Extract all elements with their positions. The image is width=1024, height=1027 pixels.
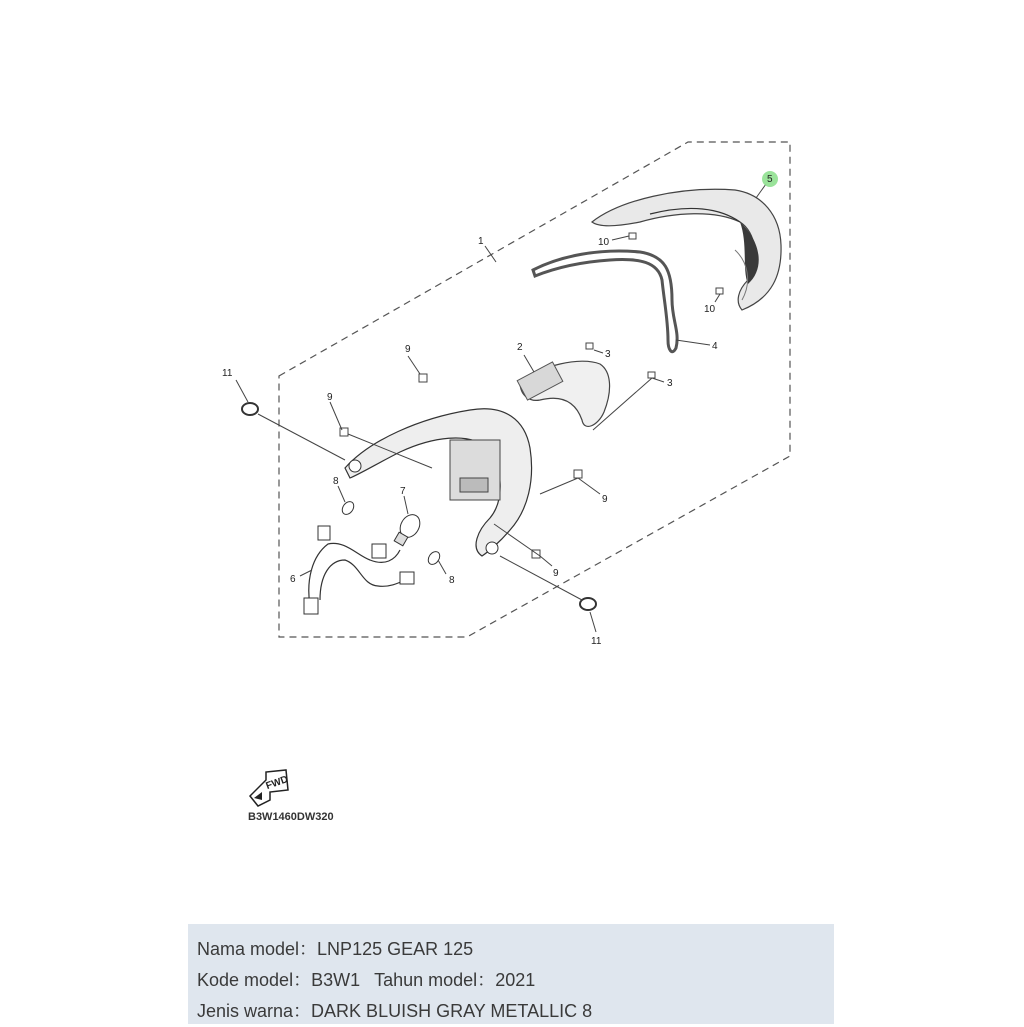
color-value: DARK BLUISH GRAY METALLIC 8 bbox=[311, 1001, 593, 1021]
bulb-socket-upper[interactable] bbox=[340, 499, 356, 516]
fwd-label: FWD bbox=[264, 773, 290, 793]
drawing-code: B3W1460DW320 bbox=[248, 811, 334, 823]
model-name-label: Nama model： bbox=[197, 939, 318, 959]
callout-7: 7 bbox=[400, 486, 406, 497]
model-code-value: B3W1 bbox=[311, 970, 361, 990]
clip-9a[interactable] bbox=[419, 374, 427, 382]
callout-1: 1 bbox=[478, 236, 484, 247]
callout-5[interactable]: 5 bbox=[767, 174, 773, 185]
model-code-row bbox=[197, 965, 834, 996]
callout-3-upper: 3 bbox=[605, 349, 611, 360]
callout-8-left: 8 bbox=[333, 476, 339, 487]
callout-9-left: 9 bbox=[327, 392, 333, 403]
callout-10-left: 10 bbox=[598, 237, 610, 248]
bulb-part[interactable] bbox=[394, 511, 424, 546]
model-name-value: LNP125 GEAR 125 bbox=[317, 939, 474, 959]
screw-10a[interactable] bbox=[629, 233, 636, 239]
color-label: Jenis warna： bbox=[197, 1001, 312, 1021]
color-row bbox=[197, 996, 834, 1027]
callout-8-right: 8 bbox=[449, 575, 455, 586]
callout-11-right: 11 bbox=[591, 636, 602, 647]
callout-2: 2 bbox=[517, 342, 523, 353]
model-year-value: 2021 bbox=[495, 970, 536, 990]
screw-3a[interactable] bbox=[586, 343, 593, 349]
screw-10b[interactable] bbox=[716, 288, 723, 294]
bulb-socket-lower[interactable] bbox=[426, 549, 442, 566]
callout-9-top: 9 bbox=[405, 344, 411, 355]
callout-4: 4 bbox=[712, 341, 718, 352]
callout-11-left: 11 bbox=[222, 368, 233, 379]
model-info-panel bbox=[188, 924, 834, 1024]
clip-9c[interactable] bbox=[574, 470, 582, 478]
callout-10-right: 10 bbox=[704, 304, 716, 315]
callout-9-bottom: 9 bbox=[553, 568, 559, 579]
callout-3-lower: 3 bbox=[667, 378, 673, 389]
seal-cord-part[interactable] bbox=[533, 251, 677, 352]
screw-3b[interactable] bbox=[648, 372, 655, 378]
grommet-right[interactable] bbox=[580, 598, 596, 610]
callout-6: 6 bbox=[290, 574, 296, 585]
inner-lens-part[interactable] bbox=[517, 361, 609, 426]
model-name-row bbox=[197, 934, 834, 965]
model-code-label: Kode model： bbox=[197, 970, 312, 990]
fwd-arrow-icon bbox=[250, 770, 290, 806]
tail-light-housing-part[interactable] bbox=[345, 409, 532, 556]
grommet-left[interactable] bbox=[242, 403, 258, 415]
model-year-label: Tahun model： bbox=[374, 970, 496, 990]
callout-9-right: 9 bbox=[602, 494, 608, 505]
